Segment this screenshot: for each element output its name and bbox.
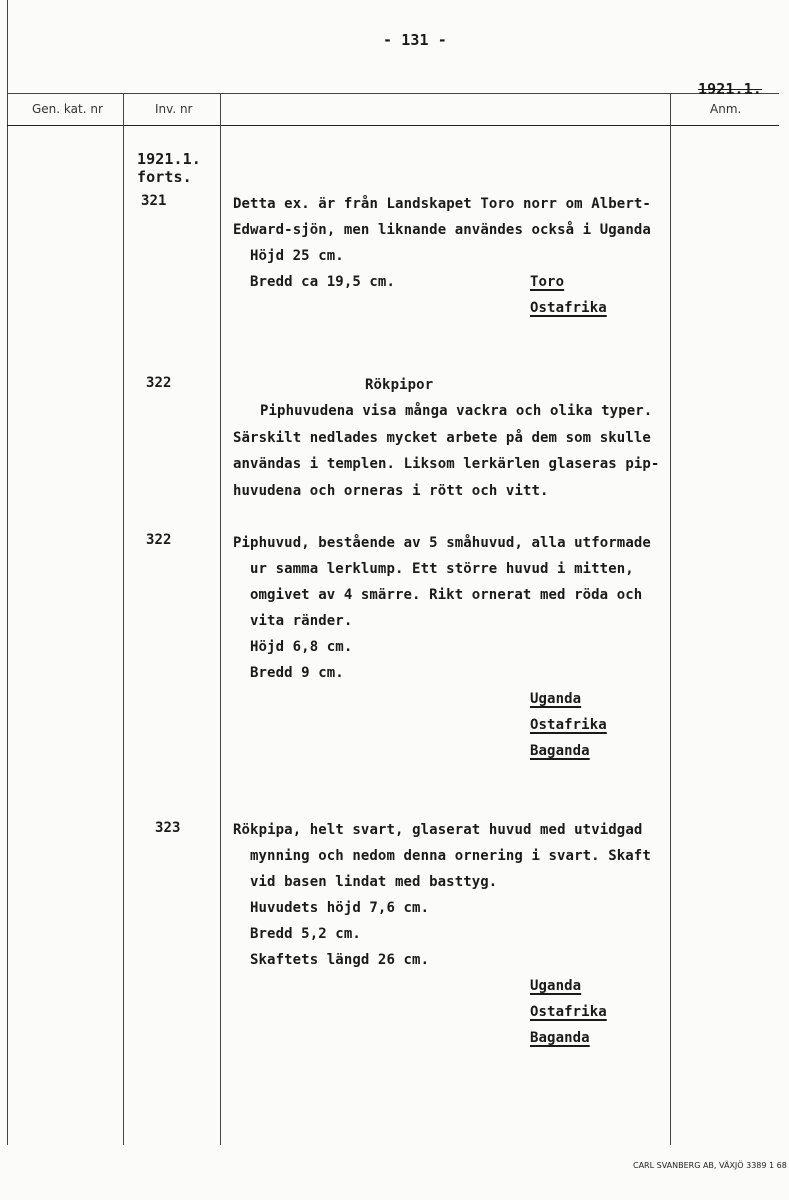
left-margin-line — [7, 0, 8, 1145]
inv-number: 322 — [146, 532, 172, 548]
entry-line: Edward-sjön, men liknande användes också i Uganda — [233, 222, 651, 238]
entry-line: Skaftets längd 26 cm. — [250, 952, 430, 968]
continuation-year: 1921.1. — [137, 150, 201, 168]
entry-heading: Rökpipor — [365, 377, 434, 393]
entry-line: Bredd 9 cm. — [250, 665, 344, 681]
place-label: Baganda — [530, 1030, 590, 1046]
page-number: - 131 - — [383, 31, 447, 49]
place-label: Baganda — [530, 743, 590, 759]
entry-line: vita ränder. — [250, 613, 353, 629]
place-label: Uganda — [530, 978, 582, 994]
entry-line: Bredd ca 19,5 cm. — [250, 274, 395, 290]
entry-line: Piphuvudena visa många vackra och olika typer. — [260, 403, 653, 419]
entry-line: vid basen lindat med basttyg. — [250, 874, 498, 890]
entry-line: användas i templen. Liksom lerkärlen glaseras pip- — [233, 456, 660, 472]
inv-number: 323 — [155, 820, 181, 836]
entry-line: Höjd 6,8 cm. — [250, 639, 353, 655]
column-header-anm: Anm. — [710, 102, 742, 116]
entry-line: omgivet av 4 smärre. Rikt ornerat med röda och — [250, 587, 643, 603]
place-label: Toro — [530, 274, 565, 290]
entry-line: huvudena och orneras i rött och vitt. — [233, 483, 549, 499]
entry-line: Piphuvud, bestående av 5 småhuvud, alla utformade — [233, 535, 651, 551]
inv-number: 322 — [146, 375, 172, 391]
entry-line: Bredd 5,2 cm. — [250, 926, 361, 942]
column-divider-inv-text — [220, 93, 221, 1145]
top-right-year-mark: 1921.1. — [698, 80, 762, 98]
entry-line: Huvudets höjd 7,6 cm. — [250, 900, 430, 916]
column-header-gen-kat-nr: Gen. kat. nr — [32, 102, 103, 116]
place-label: Ostafrika — [530, 1004, 607, 1020]
column-divider-gen-inv — [123, 93, 124, 1145]
place-label: Ostafrika — [530, 717, 607, 733]
entry-line: mynning och nedom denna ornering i svart. Skaft — [250, 848, 651, 864]
entry-line: Höjd 25 cm. — [250, 248, 344, 264]
column-header-inv-nr: Inv. nr — [155, 102, 193, 116]
continuation-label: forts. — [137, 168, 192, 186]
inv-number: 321 — [141, 193, 167, 209]
entry-line: Detta ex. är från Landskapet Toro norr om Albert- — [233, 196, 651, 212]
entry-line: Särskilt nedlades mycket arbete på dem som skulle — [233, 430, 651, 446]
column-divider-text-anm — [670, 93, 671, 1145]
printer-footer: CARL SVANBERG AB, VÄXJÖ 3389 1 68 — [633, 1161, 787, 1170]
entry-line: Rökpipa, helt svart, glaserat huvud med utvidgad — [233, 822, 643, 838]
place-label: Uganda — [530, 691, 582, 707]
entry-line: ur samma lerklump. Ett större huvud i mitten, — [250, 561, 634, 577]
place-label: Ostafrika — [530, 300, 607, 316]
